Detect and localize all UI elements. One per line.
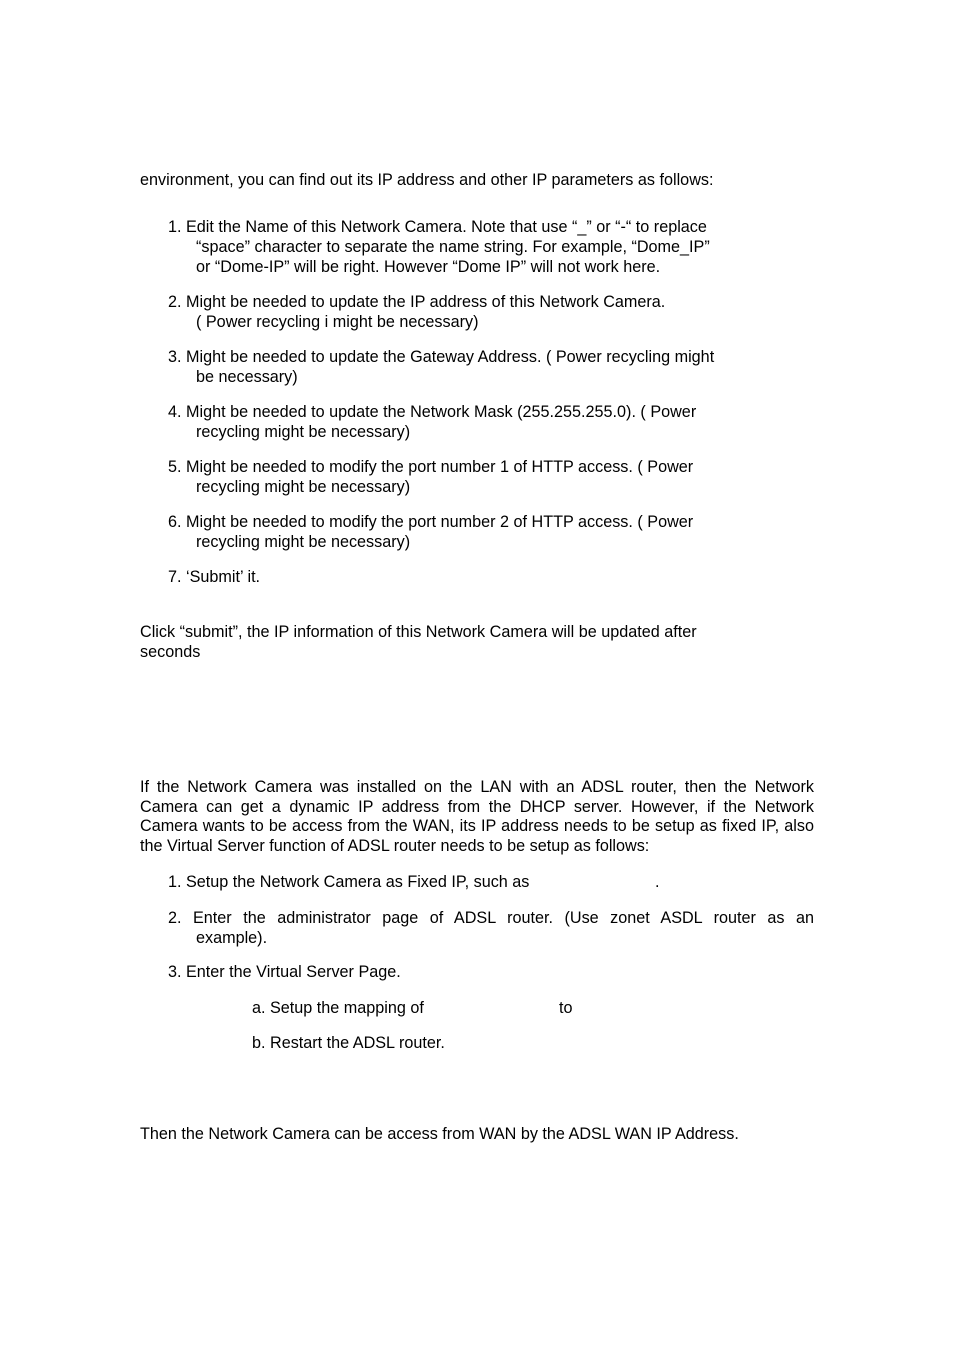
adsl-step-3: 3. Enter the Virtual Server Page. (168, 963, 401, 981)
step-4 (168, 402, 768, 442)
adsl-step-2 (168, 908, 814, 948)
step-5-line-1: 5. Might be needed to modify the port number 1 of HTTP access. ( Power (168, 458, 694, 476)
intro-text: environment, you can find out its IP address and other IP parameters as follows: (140, 171, 714, 189)
adsl-step-2-line-1: 2. Enter the administrator page of ADSL router. (Use zonet ASDL router as an (168, 909, 814, 927)
step-7 (168, 567, 768, 587)
step-1-line-1: 1. Edit the Name of this Network Camera. Note that use “_” or “-“ to replace (168, 218, 707, 236)
step-5-line-2: recycling might be necessary) (196, 478, 411, 496)
adsl-paragraph: If the Network Camera was installed on the LAN with an ADSL router, then the Network Camera can get a dynamic IP address from the DHCP server. However, if the Network Camera wants to be access from the WAN, its IP address needs to be setup as fixed IP, also the Virtual Server function of ADSL router needs to be setup as follows: (140, 778, 814, 855)
step-1-line-2: “space” character to separate the name string. For example, “Dome_IP” (196, 238, 710, 256)
adsl-step-1-end: . (655, 873, 660, 891)
step-2 (168, 292, 768, 332)
step-4-line-2: recycling might be necessary) (196, 423, 411, 441)
step-5 (168, 457, 768, 497)
submit-note-line-2: seconds (140, 643, 201, 661)
adsl-step-2-line-2: example). (196, 929, 268, 947)
submit-note-line-1: Click “submit”, the IP information of this Network Camera will be updated after (140, 623, 697, 641)
step-3-line-1: 3. Might be needed to update the Gateway Address. ( Power recycling might (168, 348, 715, 366)
step-4-line-1: 4. Might be needed to update the Network Mask (255.255.255.0). ( Power (168, 403, 697, 421)
step-3-line-2: be necessary) (196, 368, 298, 386)
step-6-line-1: 6. Might be needed to modify the port number 2 of HTTP access. ( Power (168, 513, 694, 531)
step-6 (168, 512, 768, 552)
adsl-substep-a: a. Setup the mapping of (252, 999, 424, 1017)
step-2-line-2: ( Power recycling i might be necessary) (196, 313, 479, 331)
step-2-line-1: 2. Might be needed to update the IP address of this Network Camera. (168, 293, 666, 311)
step-3 (168, 347, 768, 387)
step-1 (168, 217, 768, 277)
adsl-substep-a-to: to (559, 999, 573, 1017)
step-7-line-1: 7. ‘Submit’ it. (168, 568, 261, 586)
step-6-line-2: recycling might be necessary) (196, 533, 411, 551)
closing-text: Then the Network Camera can be access from WAN by the ADSL WAN IP Address. (140, 1125, 739, 1143)
step-1-line-3: or “Dome-IP” will be right. However “Dome IP” will not work here. (196, 258, 661, 276)
adsl-step-1: 1. Setup the Network Camera as Fixed IP, such as (168, 873, 530, 891)
adsl-substep-b: b. Restart the ADSL router. (252, 1034, 445, 1052)
